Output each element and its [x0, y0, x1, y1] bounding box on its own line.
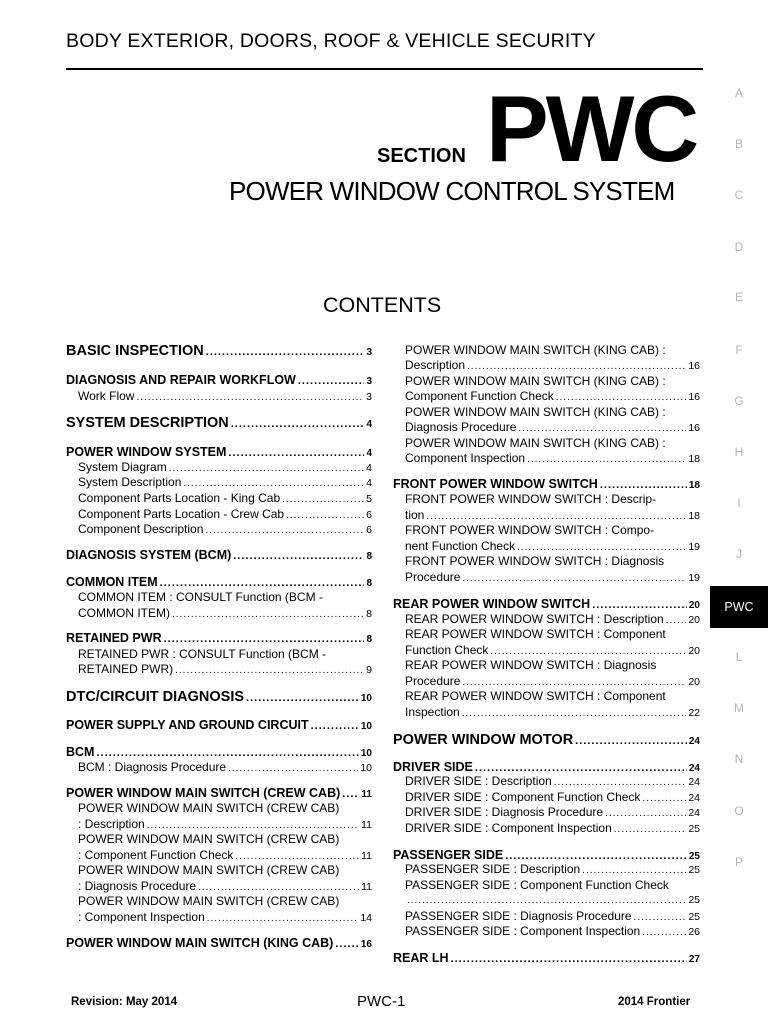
- header-rule: [66, 68, 703, 70]
- toc-leader-dots: [666, 615, 687, 626]
- toc-leader-dots: [286, 510, 364, 521]
- toc-entry: [66, 590, 372, 604]
- toc-entry-page: 9: [366, 664, 372, 676]
- toc-entry-page: 24: [688, 763, 700, 774]
- toc-entry-title: : Diagnosis Procedure: [78, 879, 197, 893]
- toc-entry-title: POWER WINDOW SYSTEM: [66, 445, 227, 459]
- toc-entry-page: 11: [361, 850, 372, 862]
- toc-entry[interactable]: [393, 508, 700, 522]
- toc-leader-dots: [235, 851, 359, 862]
- toc-entry[interactable]: [66, 373, 372, 387]
- toc-entry: [393, 878, 700, 892]
- toc-leader-dots: [407, 895, 686, 906]
- toc-entry-title: Work Flow: [78, 389, 135, 403]
- toc-entry-page: 5: [366, 493, 372, 505]
- toc-leader-dots: [600, 479, 687, 491]
- section-word: SECTION: [377, 145, 466, 167]
- toc-entry-title: POWER WINDOW MAIN SWITCH (CREW CAB): [78, 832, 340, 846]
- toc-leader-dots: [147, 820, 359, 831]
- toc-entry: [393, 343, 700, 357]
- toc-entry[interactable]: [66, 460, 372, 474]
- toc-entry-title: Function Check: [405, 643, 489, 657]
- toc-leader-dots: [198, 882, 359, 893]
- toc-entry-page: 26: [688, 926, 700, 938]
- toc-entry[interactable]: [393, 774, 700, 788]
- toc-leader-dots: [462, 573, 686, 584]
- toc-entry[interactable]: [66, 936, 372, 950]
- toc-entry: [393, 374, 700, 388]
- toc-entry-title: tion: [405, 508, 425, 522]
- toc-leader-dots: [233, 550, 364, 562]
- section-name: POWER WINDOW CONTROL SYSTEM: [229, 176, 675, 206]
- section-tab-o[interactable]: O: [734, 804, 744, 818]
- toc-entry-page: 11: [361, 819, 372, 831]
- toc-entry[interactable]: [66, 507, 372, 521]
- toc-entry[interactable]: [393, 643, 700, 657]
- toc-entry-page: 18: [688, 510, 700, 522]
- toc-leader-dots: [205, 525, 364, 536]
- toc-entry-title: REAR POWER WINDOW SWITCH : Diagnosis: [405, 658, 657, 672]
- toc-entry-title: Procedure: [405, 674, 461, 688]
- toc-entry[interactable]: [66, 689, 372, 705]
- toc-entry: [393, 436, 700, 450]
- toc-entry-title: Component Function Check: [405, 389, 554, 403]
- toc-entry-title: nent Function Check: [405, 539, 516, 553]
- toc-entry[interactable]: [66, 662, 372, 676]
- toc-entry[interactable]: [66, 415, 372, 431]
- toc-entry[interactable]: [393, 805, 700, 819]
- toc-leader-dots: [554, 777, 687, 788]
- contents-heading: CONTENTS: [323, 293, 442, 317]
- section-tab-n[interactable]: N: [734, 752, 744, 766]
- toc-entry-title: POWER WINDOW MAIN SWITCH (CREW CAB): [66, 786, 341, 800]
- toc-entry[interactable]: [66, 475, 372, 489]
- toc-entry[interactable]: [66, 491, 372, 505]
- toc-entry-page: 3: [366, 347, 372, 358]
- toc-entry[interactable]: [393, 674, 700, 688]
- toc-leader-dots: [282, 494, 364, 505]
- toc-entry-title: POWER WINDOW MAIN SWITCH (CREW CAB): [78, 894, 340, 908]
- toc-entry-title: Component Inspection: [405, 451, 526, 465]
- toc-leader-dots: [172, 609, 364, 620]
- toc-leader-dots: [136, 392, 364, 403]
- toc-entry-title: POWER WINDOW MOTOR: [393, 732, 574, 748]
- toc-entry-title: REAR POWER WINDOW SWITCH : Component: [405, 689, 666, 703]
- toc-leader-dots: [462, 677, 686, 688]
- toc-entry-page: 24: [688, 736, 700, 747]
- toc-entry[interactable]: [393, 951, 700, 965]
- toc-leader-dots: [634, 912, 687, 923]
- toc-entry-page: 18: [688, 453, 700, 465]
- toc-entry-page: 8: [366, 634, 372, 645]
- toc-entry[interactable]: [393, 848, 700, 862]
- toc-entry-page: 8: [366, 578, 372, 589]
- toc-entry-page: 20: [688, 600, 700, 611]
- toc-entry: [393, 554, 700, 568]
- toc-entry-title: DRIVER SIDE : Component Inspection: [405, 821, 612, 835]
- toc-entry[interactable]: [393, 760, 700, 774]
- section-tab-e[interactable]: E: [734, 290, 743, 304]
- toc-entry: [66, 863, 372, 877]
- toc-leader-dots: [426, 511, 686, 522]
- section-tab-p[interactable]: P: [734, 855, 743, 869]
- toc-entry-title: Inspection: [405, 705, 460, 719]
- toc-entry-title: PASSENGER SIDE: [393, 848, 504, 862]
- toc-leader-dots: [642, 927, 686, 938]
- toc-leader-dots: [582, 865, 686, 876]
- toc-entry: [393, 689, 700, 703]
- toc-leader-dots: [231, 418, 365, 430]
- toc-entry-title: Component Parts Location - Crew Cab: [78, 507, 285, 521]
- toc-entry-page: 24: [688, 807, 700, 819]
- toc-entry[interactable]: [66, 575, 372, 589]
- toc-leader-dots: [518, 423, 686, 434]
- toc-entry-title: BCM : Diagnosis Procedure: [78, 760, 227, 774]
- toc-entry-page: 8: [366, 608, 372, 620]
- toc-leader-dots: [451, 953, 687, 965]
- header-title: BODY EXTERIOR, DOORS, ROOF & VEHICLE SECURITY: [66, 30, 596, 52]
- toc-entry[interactable]: [393, 539, 700, 553]
- toc-entry-title: PASSENGER SIDE : Description: [405, 862, 581, 876]
- toc-entry-page: 3: [366, 376, 372, 387]
- toc-entry-title: Diagnosis Procedure: [405, 420, 517, 434]
- toc-entry-page: 4: [366, 448, 372, 459]
- toc-entry-title: Description: [405, 358, 466, 372]
- toc-entry-title: POWER SUPPLY AND GROUND CIRCUIT: [66, 718, 309, 732]
- toc-leader-dots: [556, 392, 687, 403]
- toc-entry-page: 4: [366, 477, 372, 489]
- toc-entry[interactable]: [66, 817, 372, 831]
- toc-entry-page: 25: [688, 851, 700, 862]
- toc-entry-page: 19: [688, 541, 700, 553]
- toc-entry: [393, 627, 700, 641]
- toc-entry-page: 10: [360, 721, 372, 732]
- toc-entry-title: POWER WINDOW MAIN SWITCH (KING CAB) :: [405, 436, 666, 450]
- toc-leader-dots: [505, 850, 687, 862]
- toc-leader-dots: [614, 824, 687, 835]
- toc-entry[interactable]: [393, 389, 700, 403]
- toc-entry-title: FRONT POWER WINDOW SWITCH: [393, 477, 598, 491]
- toc-leader-dots: [592, 599, 687, 611]
- toc-entry[interactable]: [66, 631, 372, 645]
- toc-entry-page: 25: [688, 894, 700, 906]
- toc-leader-dots: [490, 646, 686, 657]
- toc-entry-page: 8: [366, 551, 372, 562]
- toc-leader-dots: [342, 788, 359, 800]
- section-tab-i[interactable]: I: [737, 496, 741, 510]
- toc-entry-page: 10: [360, 762, 372, 774]
- toc-entry-title: RETAINED PWR : CONSULT Function (BCM -: [78, 647, 327, 661]
- toc-leader-dots: [207, 913, 359, 924]
- toc-entry[interactable]: [393, 451, 700, 465]
- toc-entry-title: DRIVER SIDE : Component Function Check: [405, 790, 641, 804]
- toc-entry-page: 14: [360, 912, 372, 924]
- toc-entry: [393, 492, 700, 506]
- toc-entry[interactable]: [393, 894, 700, 906]
- toc-entry-title: POWER WINDOW MAIN SWITCH (KING CAB) :: [405, 374, 666, 388]
- toc-entry-title: SYSTEM DESCRIPTION: [66, 415, 229, 431]
- toc-entry-title: : Description: [78, 817, 145, 831]
- section-code: PWC: [486, 76, 697, 181]
- toc-entry[interactable]: [393, 909, 700, 923]
- toc-leader-dots: [605, 808, 686, 819]
- toc-entry-page: 24: [688, 792, 700, 804]
- toc-entry-page: 22: [688, 707, 700, 719]
- toc-leader-dots: [183, 478, 364, 489]
- toc-entry[interactable]: [393, 862, 700, 876]
- toc-entry[interactable]: [66, 910, 372, 924]
- toc-entry[interactable]: [393, 821, 700, 835]
- toc-entry-title: COMMON ITEM : CONSULT Function (BCM -: [78, 590, 323, 604]
- section-tab-l[interactable]: L: [735, 650, 743, 664]
- toc-entry-title: REAR LH: [393, 951, 449, 965]
- toc-leader-dots: [228, 763, 358, 774]
- toc-entry-title: PASSENGER SIDE : Diagnosis Procedure: [405, 909, 632, 923]
- toc-entry-title: COMMON ITEM): [78, 606, 170, 620]
- toc-entry[interactable]: [66, 445, 372, 459]
- toc-leader-dots: [246, 692, 359, 704]
- toc-leader-dots: [575, 735, 687, 747]
- toc-leader-dots: [298, 375, 365, 387]
- toc-entry[interactable]: [393, 477, 700, 491]
- toc-leader-dots: [206, 346, 365, 358]
- toc-entry-title: FRONT POWER WINDOW SWITCH : Diagnosis: [405, 554, 665, 568]
- toc-entry-title: : Component Function Check: [78, 848, 234, 862]
- toc-entry[interactable]: [393, 790, 700, 804]
- toc-leader-dots: [164, 633, 365, 645]
- toc-entry-page: 16: [688, 422, 700, 434]
- toc-entry-title: System Description: [78, 475, 182, 489]
- toc-entry[interactable]: [66, 760, 372, 774]
- toc-entry-title: COMMON ITEM: [66, 575, 158, 589]
- toc-entry-title: RETAINED PWR): [78, 662, 174, 676]
- toc-entry-page: 6: [366, 524, 372, 536]
- toc-entry-page: 19: [688, 572, 700, 584]
- toc-entry-page: 25: [688, 864, 700, 876]
- toc-entry-title: POWER WINDOW MAIN SWITCH (KING CAB): [66, 936, 334, 950]
- toc-entry[interactable]: [66, 389, 372, 403]
- toc-entry-page: 4: [366, 419, 372, 430]
- section-tab-a[interactable]: A: [734, 86, 743, 100]
- toc-entry-title: POWER WINDOW MAIN SWITCH (KING CAB) :: [405, 343, 666, 357]
- toc-entry-page: 16: [360, 939, 372, 950]
- toc-leader-dots: [517, 542, 686, 553]
- toc-entry: [393, 658, 700, 672]
- toc-entry[interactable]: [393, 732, 700, 748]
- toc-entry: [66, 894, 372, 908]
- toc-entry-page: 25: [688, 911, 700, 923]
- toc-entry[interactable]: [66, 745, 372, 759]
- toc-entry-title: DRIVER SIDE : Description: [405, 774, 552, 788]
- toc-entry-page: 16: [688, 360, 700, 372]
- toc-entry[interactable]: [66, 606, 372, 620]
- toc-entry-title: DIAGNOSIS AND REPAIR WORKFLOW: [66, 373, 296, 387]
- toc-entry-title: PASSENGER SIDE : Component Function Check: [405, 878, 669, 892]
- toc-entry[interactable]: [393, 924, 700, 938]
- toc-entry-page: 20: [688, 614, 700, 626]
- section-tab-g[interactable]: G: [734, 394, 744, 408]
- toc-entry-title: FRONT POWER WINDOW SWITCH : Compo-: [405, 523, 655, 537]
- toc-entry-page: 6: [366, 509, 372, 521]
- toc-entry[interactable]: [393, 420, 700, 434]
- toc-leader-dots: [228, 447, 364, 459]
- toc-entry-title: System Diagram: [78, 460, 167, 474]
- toc-entry[interactable]: [393, 597, 700, 611]
- toc-entry-page: 16: [688, 391, 700, 403]
- toc-entry[interactable]: [393, 358, 700, 372]
- toc-leader-dots: [169, 463, 364, 474]
- toc-entry[interactable]: [393, 705, 700, 719]
- toc-entry[interactable]: [66, 879, 372, 893]
- toc-entry-page: 3: [366, 391, 372, 403]
- footer-model: 2014 Frontier: [618, 996, 691, 1008]
- toc-entry-title: DTC/CIRCUIT DIAGNOSIS: [66, 689, 245, 705]
- section-tabs: [710, 0, 768, 1024]
- section-tab-j[interactable]: J: [736, 547, 742, 561]
- toc-entry-title: BASIC INSPECTION: [66, 343, 204, 359]
- toc-entry-title: POWER WINDOW MAIN SWITCH (CREW CAB): [78, 863, 340, 877]
- section-tab-b[interactable]: B: [734, 137, 743, 151]
- toc-entry-title: REAR POWER WINDOW SWITCH : Description: [405, 612, 664, 626]
- toc-leader-dots: [642, 793, 686, 804]
- toc-entry-page: 25: [688, 823, 700, 835]
- toc-entry[interactable]: [66, 522, 372, 536]
- toc-entry-title: POWER WINDOW MAIN SWITCH (CREW CAB): [78, 801, 340, 815]
- toc-entry: [393, 523, 700, 537]
- section-tab-d[interactable]: D: [734, 240, 744, 254]
- toc-entry-title: : Component Inspection: [78, 910, 205, 924]
- toc-entry[interactable]: [66, 786, 372, 800]
- section-tab-c[interactable]: C: [734, 188, 744, 202]
- toc-entry: [66, 647, 372, 661]
- toc-entry[interactable]: [66, 718, 372, 732]
- toc-leader-dots: [96, 747, 358, 759]
- toc-entry-title: DRIVER SIDE: [393, 760, 473, 774]
- toc-entry-page: 20: [688, 676, 700, 688]
- toc-entry-title: POWER WINDOW MAIN SWITCH (KING CAB) :: [405, 405, 666, 419]
- toc-leader-dots: [175, 665, 364, 676]
- footer-revision: Revision: May 2014: [71, 996, 178, 1008]
- toc-leader-dots: [462, 708, 687, 719]
- toc-entry-title: REAR POWER WINDOW SWITCH: [393, 597, 591, 611]
- toc-entry-title: PASSENGER SIDE : Component Inspection: [405, 924, 641, 938]
- toc-entry-title: DIAGNOSIS SYSTEM (BCM): [66, 548, 232, 562]
- footer-page-number: PWC-1: [357, 993, 406, 1010]
- toc-entry-title: FRONT POWER WINDOW SWITCH : Descrip-: [405, 492, 657, 506]
- toc-leader-dots: [527, 454, 686, 465]
- toc-entry-page: 4: [366, 462, 372, 474]
- toc-entry[interactable]: [66, 848, 372, 862]
- section-tab-h[interactable]: H: [734, 445, 744, 459]
- toc-entry: [393, 405, 700, 419]
- toc-entry-title: Component Description: [78, 522, 204, 536]
- toc-entry-title: Component Parts Location - King Cab: [78, 491, 281, 505]
- toc-entry-page: 11: [361, 881, 372, 893]
- toc-entry[interactable]: [393, 570, 700, 584]
- toc-entry-page: 18: [688, 480, 700, 491]
- toc-entry-page: 11: [361, 789, 372, 800]
- toc-leader-dots: [475, 762, 687, 774]
- toc-leader-dots: [335, 938, 359, 950]
- toc-entry-page: 10: [360, 693, 372, 704]
- toc-entry[interactable]: [393, 612, 700, 626]
- toc-entry-title: DRIVER SIDE : Diagnosis Procedure: [405, 805, 604, 819]
- section-tab-m[interactable]: M: [734, 701, 744, 715]
- toc-entry: [66, 801, 372, 815]
- toc-entry: [66, 832, 372, 846]
- toc-entry-title: BCM: [66, 745, 95, 759]
- section-tab-pwc[interactable]: PWC: [710, 586, 768, 628]
- toc-entry-page: 20: [688, 645, 700, 657]
- toc-leader-dots: [311, 720, 359, 732]
- toc-entry-page: 24: [688, 776, 700, 788]
- toc-entry-title: Procedure: [405, 570, 461, 584]
- toc-entry[interactable]: [66, 548, 372, 562]
- toc-entry-title: REAR POWER WINDOW SWITCH : Component: [405, 627, 666, 641]
- section-tab-f[interactable]: F: [735, 343, 743, 357]
- toc-entry-title: RETAINED PWR: [66, 631, 162, 645]
- toc-entry-page: 10: [360, 748, 372, 759]
- toc-entry[interactable]: [66, 343, 372, 359]
- toc-entry-page: 27: [688, 954, 700, 965]
- toc-leader-dots: [467, 361, 686, 372]
- toc-leader-dots: [160, 577, 365, 589]
